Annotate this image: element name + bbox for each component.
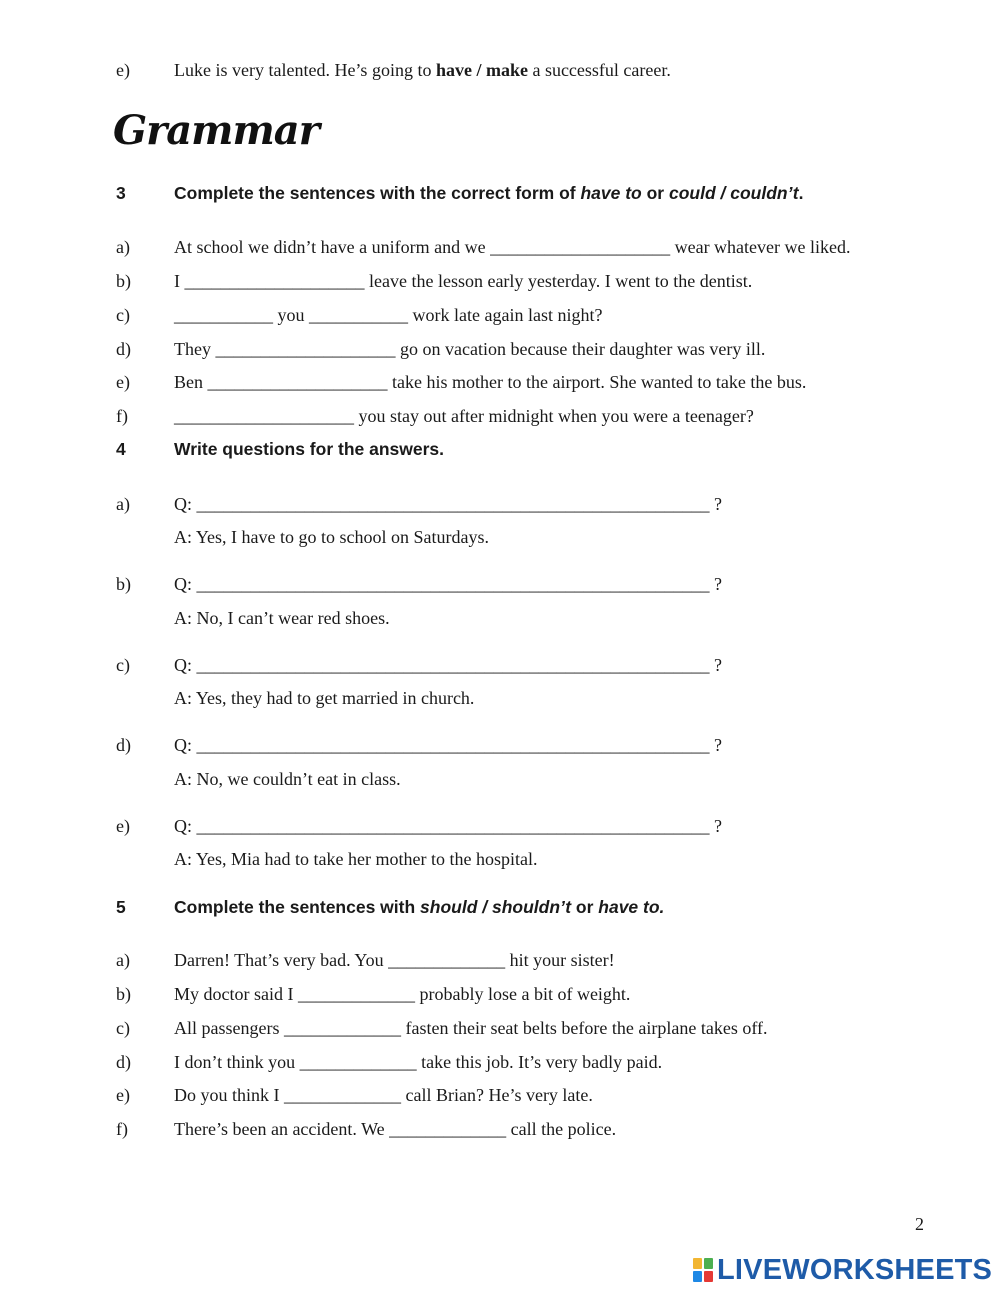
page-number: 2	[915, 1214, 924, 1234]
grammar-heading: Grammar	[113, 107, 319, 154]
brand-name: LIVEWORKSHEETS	[717, 1254, 993, 1286]
section-number: 5	[116, 897, 126, 917]
logo-grid-icon	[693, 1258, 713, 1282]
item-label: e)	[116, 60, 130, 80]
bold-choice: have / make	[435, 60, 528, 80]
liveworksheets-logo	[693, 1254, 992, 1286]
item-text: Luke is very talented. He’s going to have / make a successful career.	[174, 60, 671, 80]
section-number: 3	[116, 183, 126, 203]
section-number: 4	[116, 439, 126, 459]
